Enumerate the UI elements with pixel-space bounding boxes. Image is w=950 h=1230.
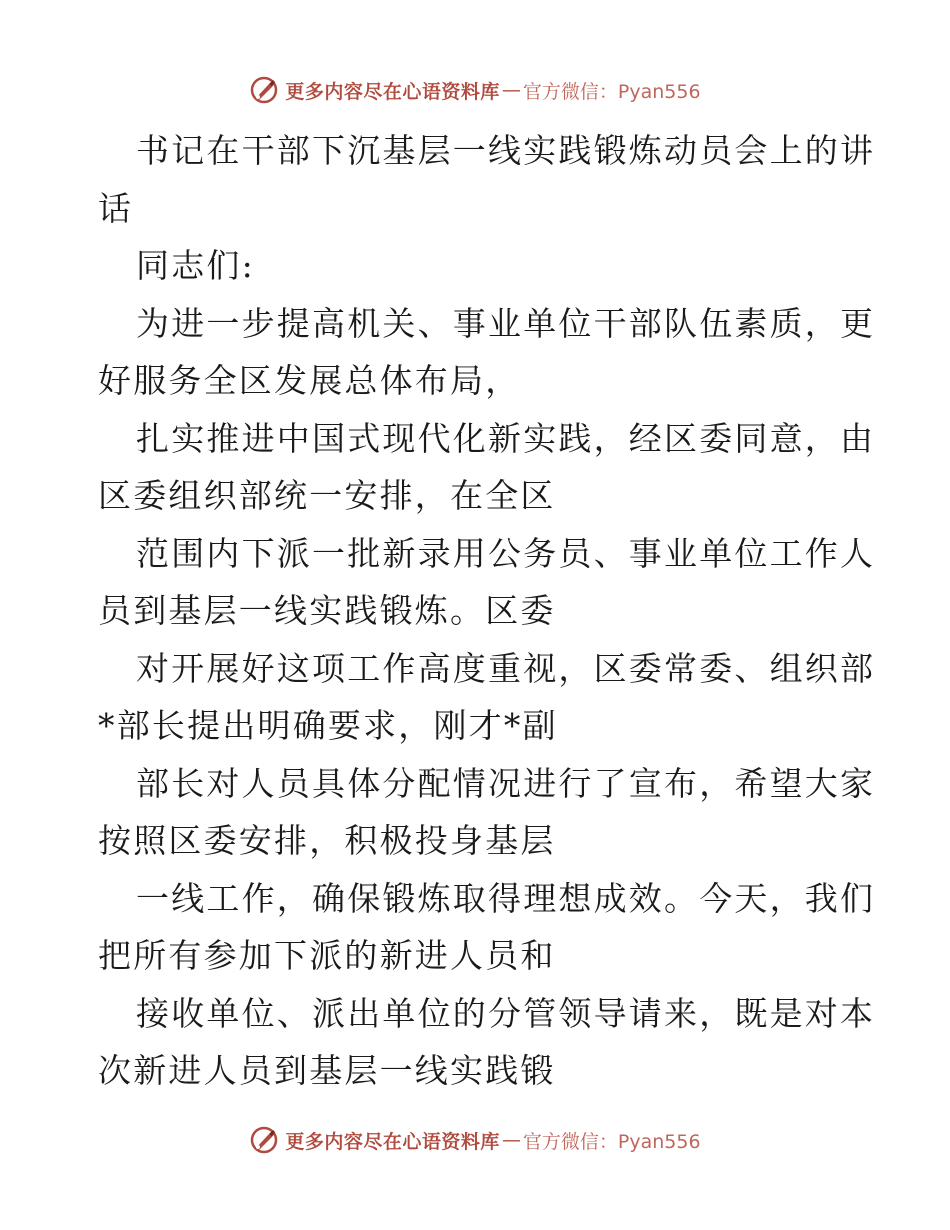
doc-line: 把所有参加下派的新进人员和 [98,936,556,975]
doc-title-line: 书记在干部下沉基层一线实践锻炼动员会上的讲 [136,131,876,170]
doc-line: *部长提出明确要求，刚才*副 [98,706,558,745]
doc-line: 对开展好这项工作高度重视，区委常委、组织部 [136,648,876,688]
doc-title-line-cont: 话 [98,188,134,228]
footer-separator: — [501,1129,521,1151]
doc-salutation: 同志们: [136,246,255,285]
doc-line: 一线工作，确保锻炼取得理想成效。今天，我们 [136,878,876,918]
doc-line: 部长对人员具体分配情况进行了宣布，希望大家 [136,763,876,803]
footer-brand-text: 更多内容尽在心语资料库 [285,1130,500,1153]
header-wechat-text: 官方微信：Pyan556 [522,80,701,103]
doc-line: 好服务全区发展总体布局， [98,361,521,400]
document-body [98,122,876,1100]
doc-line: 为进一步提高机关、事业单位干部队伍素质，更 [136,303,876,343]
doc-line: 范围内下派一批新录用公务员、事业单位工作人 [136,533,876,573]
doc-line: 员到基层一线实践锻炼。区委 [98,591,556,630]
header-separator: — [501,79,521,101]
header-banner [0,70,950,110]
pen-logo-icon [249,1125,279,1155]
footer-banner [0,1120,950,1160]
pen-logo-icon [249,75,279,105]
doc-line: 接收单位、派出单位的分管领导请来，既是对本 [136,993,876,1033]
doc-line: 区委组织部统一安排，在全区 [98,476,556,515]
header-brand-text: 更多内容尽在心语资料库 [285,80,500,103]
doc-line: 扎实推进中国式现代化新实践，经区委同意，由 [136,418,876,458]
footer-wechat-text: 官方微信：Pyan556 [522,1130,701,1153]
doc-line: 按照区委安排，积极投身基层 [98,821,556,860]
doc-line: 次新进人员到基层一线实践锻 [98,1051,556,1090]
